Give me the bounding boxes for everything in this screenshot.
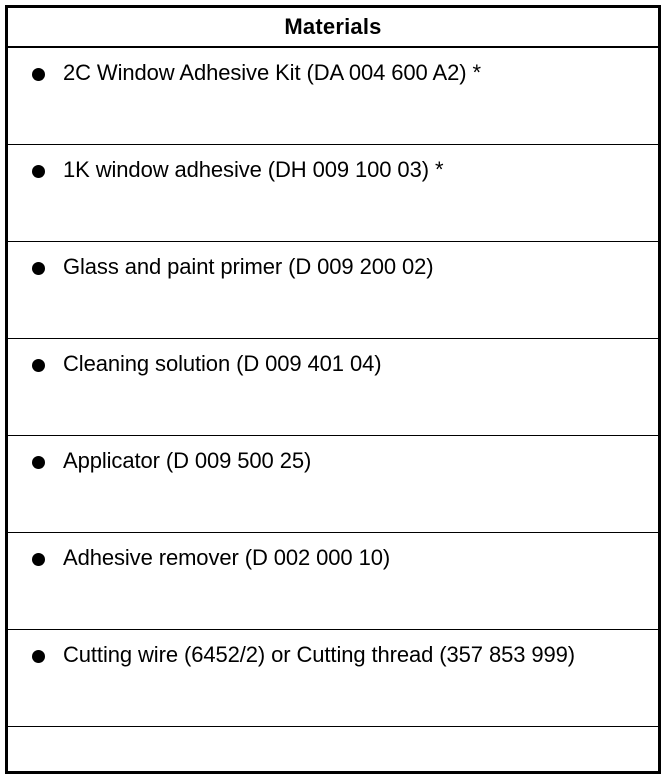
bullet-icon <box>32 165 45 178</box>
list-item <box>8 533 658 630</box>
bullet-icon <box>32 553 45 566</box>
list-item-label: 2C Window Adhesive Kit (DA 004 600 A2) * <box>63 60 481 85</box>
list-item <box>8 436 658 533</box>
bullet-icon <box>32 650 45 663</box>
list-item <box>8 145 658 242</box>
list-item <box>8 48 658 145</box>
list-item-label: Applicator (D 009 500 25) <box>63 448 312 473</box>
list-item <box>8 339 658 436</box>
list-item-label: Cleaning solution (D 009 401 04) <box>63 351 382 376</box>
bullet-icon <box>32 456 45 469</box>
table-title: Materials <box>284 14 382 39</box>
list-item <box>8 630 658 727</box>
bullet-icon <box>32 359 45 372</box>
materials-table <box>5 5 661 774</box>
list-item-label: Adhesive remover (D 002 000 10) <box>63 545 391 570</box>
list-item-label: Glass and paint primer (D 009 200 02) <box>63 254 434 279</box>
list-item <box>8 242 658 339</box>
bullet-icon <box>32 68 45 81</box>
table-header <box>8 8 658 48</box>
bullet-icon <box>32 262 45 275</box>
list-item-label: Cutting wire (6452/2) or Cutting thread (357 853 999) <box>63 642 576 667</box>
list-item-label: 1K window adhesive (DH 009 100 03) * <box>63 157 444 182</box>
empty-row <box>8 727 658 765</box>
